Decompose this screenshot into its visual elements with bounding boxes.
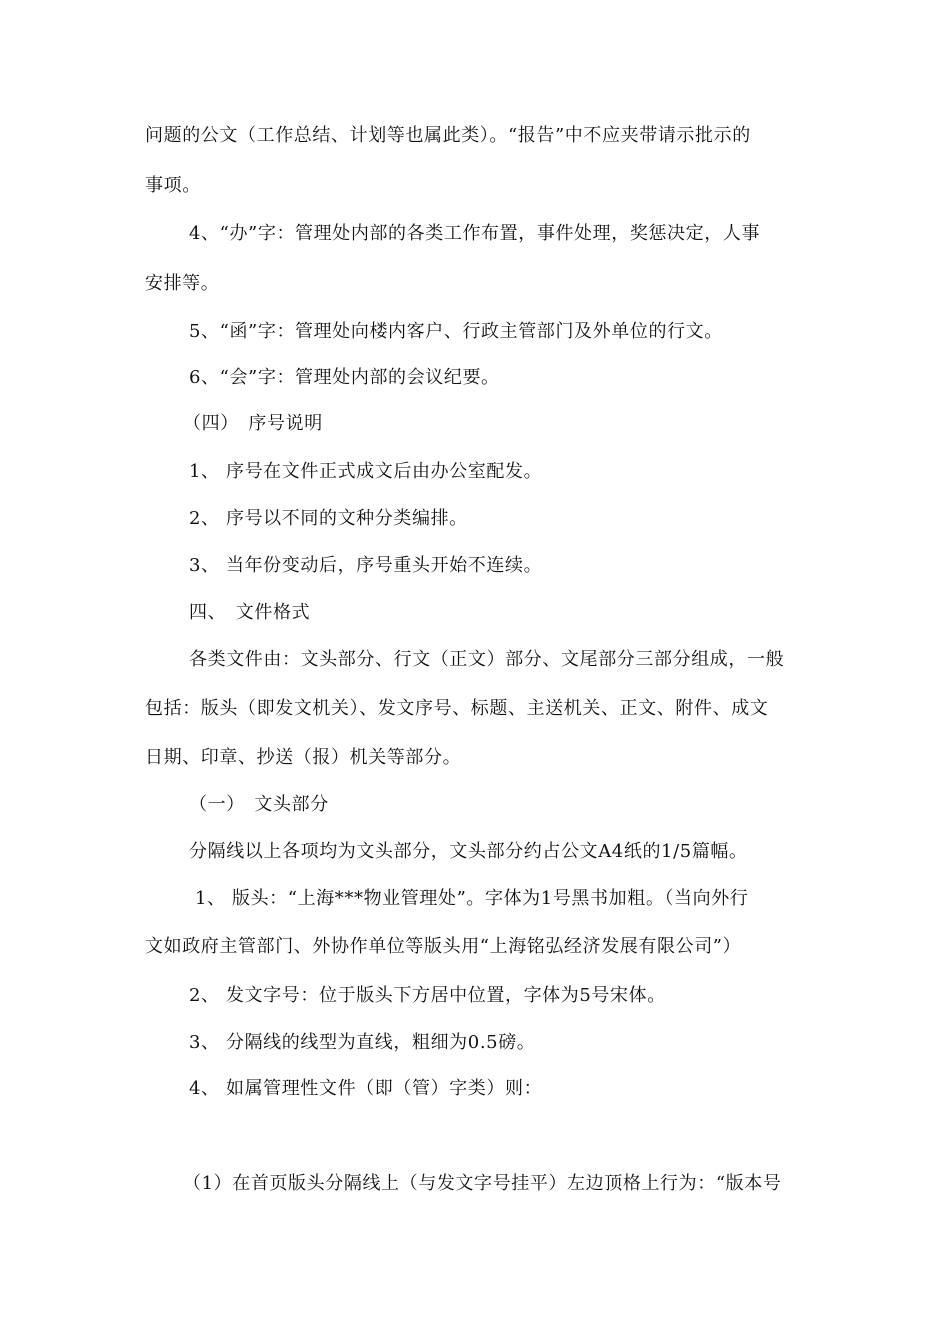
paragraph-line: 各类文件由：文头部分、行文（正文）部分、文尾部分三部分组成，一般 [189,649,785,670]
section-heading: 四、 文件格式 [189,602,311,623]
list-item: 2、 发文字号：位于版头下方居中位置，字体为5号宋体。 [189,985,666,1006]
section-heading: （一） 文头部分 [189,794,329,815]
paragraph-line: 事项。 [145,175,201,196]
list-item: 1、 序号在文件正式成文后由办公室配发。 [189,461,543,482]
paragraph-line: 文如政府主管部门、外协作单位等版头用“上海铭弘经济发展有限公司”） [145,936,742,957]
paragraph-line: 6、“会”字：管理处内部的会议纪要。 [189,367,500,388]
list-item: （1）在首页版头分隔线上（与发文字号挂平）左边顶格上行为：“版本号 [183,1173,782,1194]
list-item: 2、 序号以不同的文种分类编排。 [189,508,468,529]
list-item: 1、 版头：“上海***物业管理处”。字体为1号黑书加粗。（当向外行 [195,888,749,909]
list-item: 3、 当年份变动后，序号重头开始不连续。 [189,555,543,576]
paragraph-line: 分隔线以上各项均为文头部分，文头部分约占公文A4纸的1/5篇幅。 [189,841,748,862]
paragraph-line: 4、“办”字：管理处内部的各类工作布置，事件处理，奖惩决定，人事 [189,223,761,244]
section-heading: （四） 序号说明 [183,413,323,434]
paragraph-line: 5、“函”字：管理处向楼内客户、行政主管部门及外单位的行文。 [189,321,723,342]
paragraph-line: 安排等。 [145,273,220,294]
list-item: 4、 如属管理性文件（即（管）字类）则： [189,1078,543,1099]
list-item: 3、 分隔线的线型为直线，粗细为0.5磅。 [189,1032,536,1053]
paragraph-line: 包括：版头（即发文机关）、发文序号、标题、主送机关、正文、附件、成文 [145,698,769,719]
paragraph-line: 问题的公文（工作总结、计划等也属此类）。“报告”中不应夹带请示批示的 [145,125,751,146]
paragraph-line: 日期、印章、抄送（报）机关等部分。 [145,747,462,768]
